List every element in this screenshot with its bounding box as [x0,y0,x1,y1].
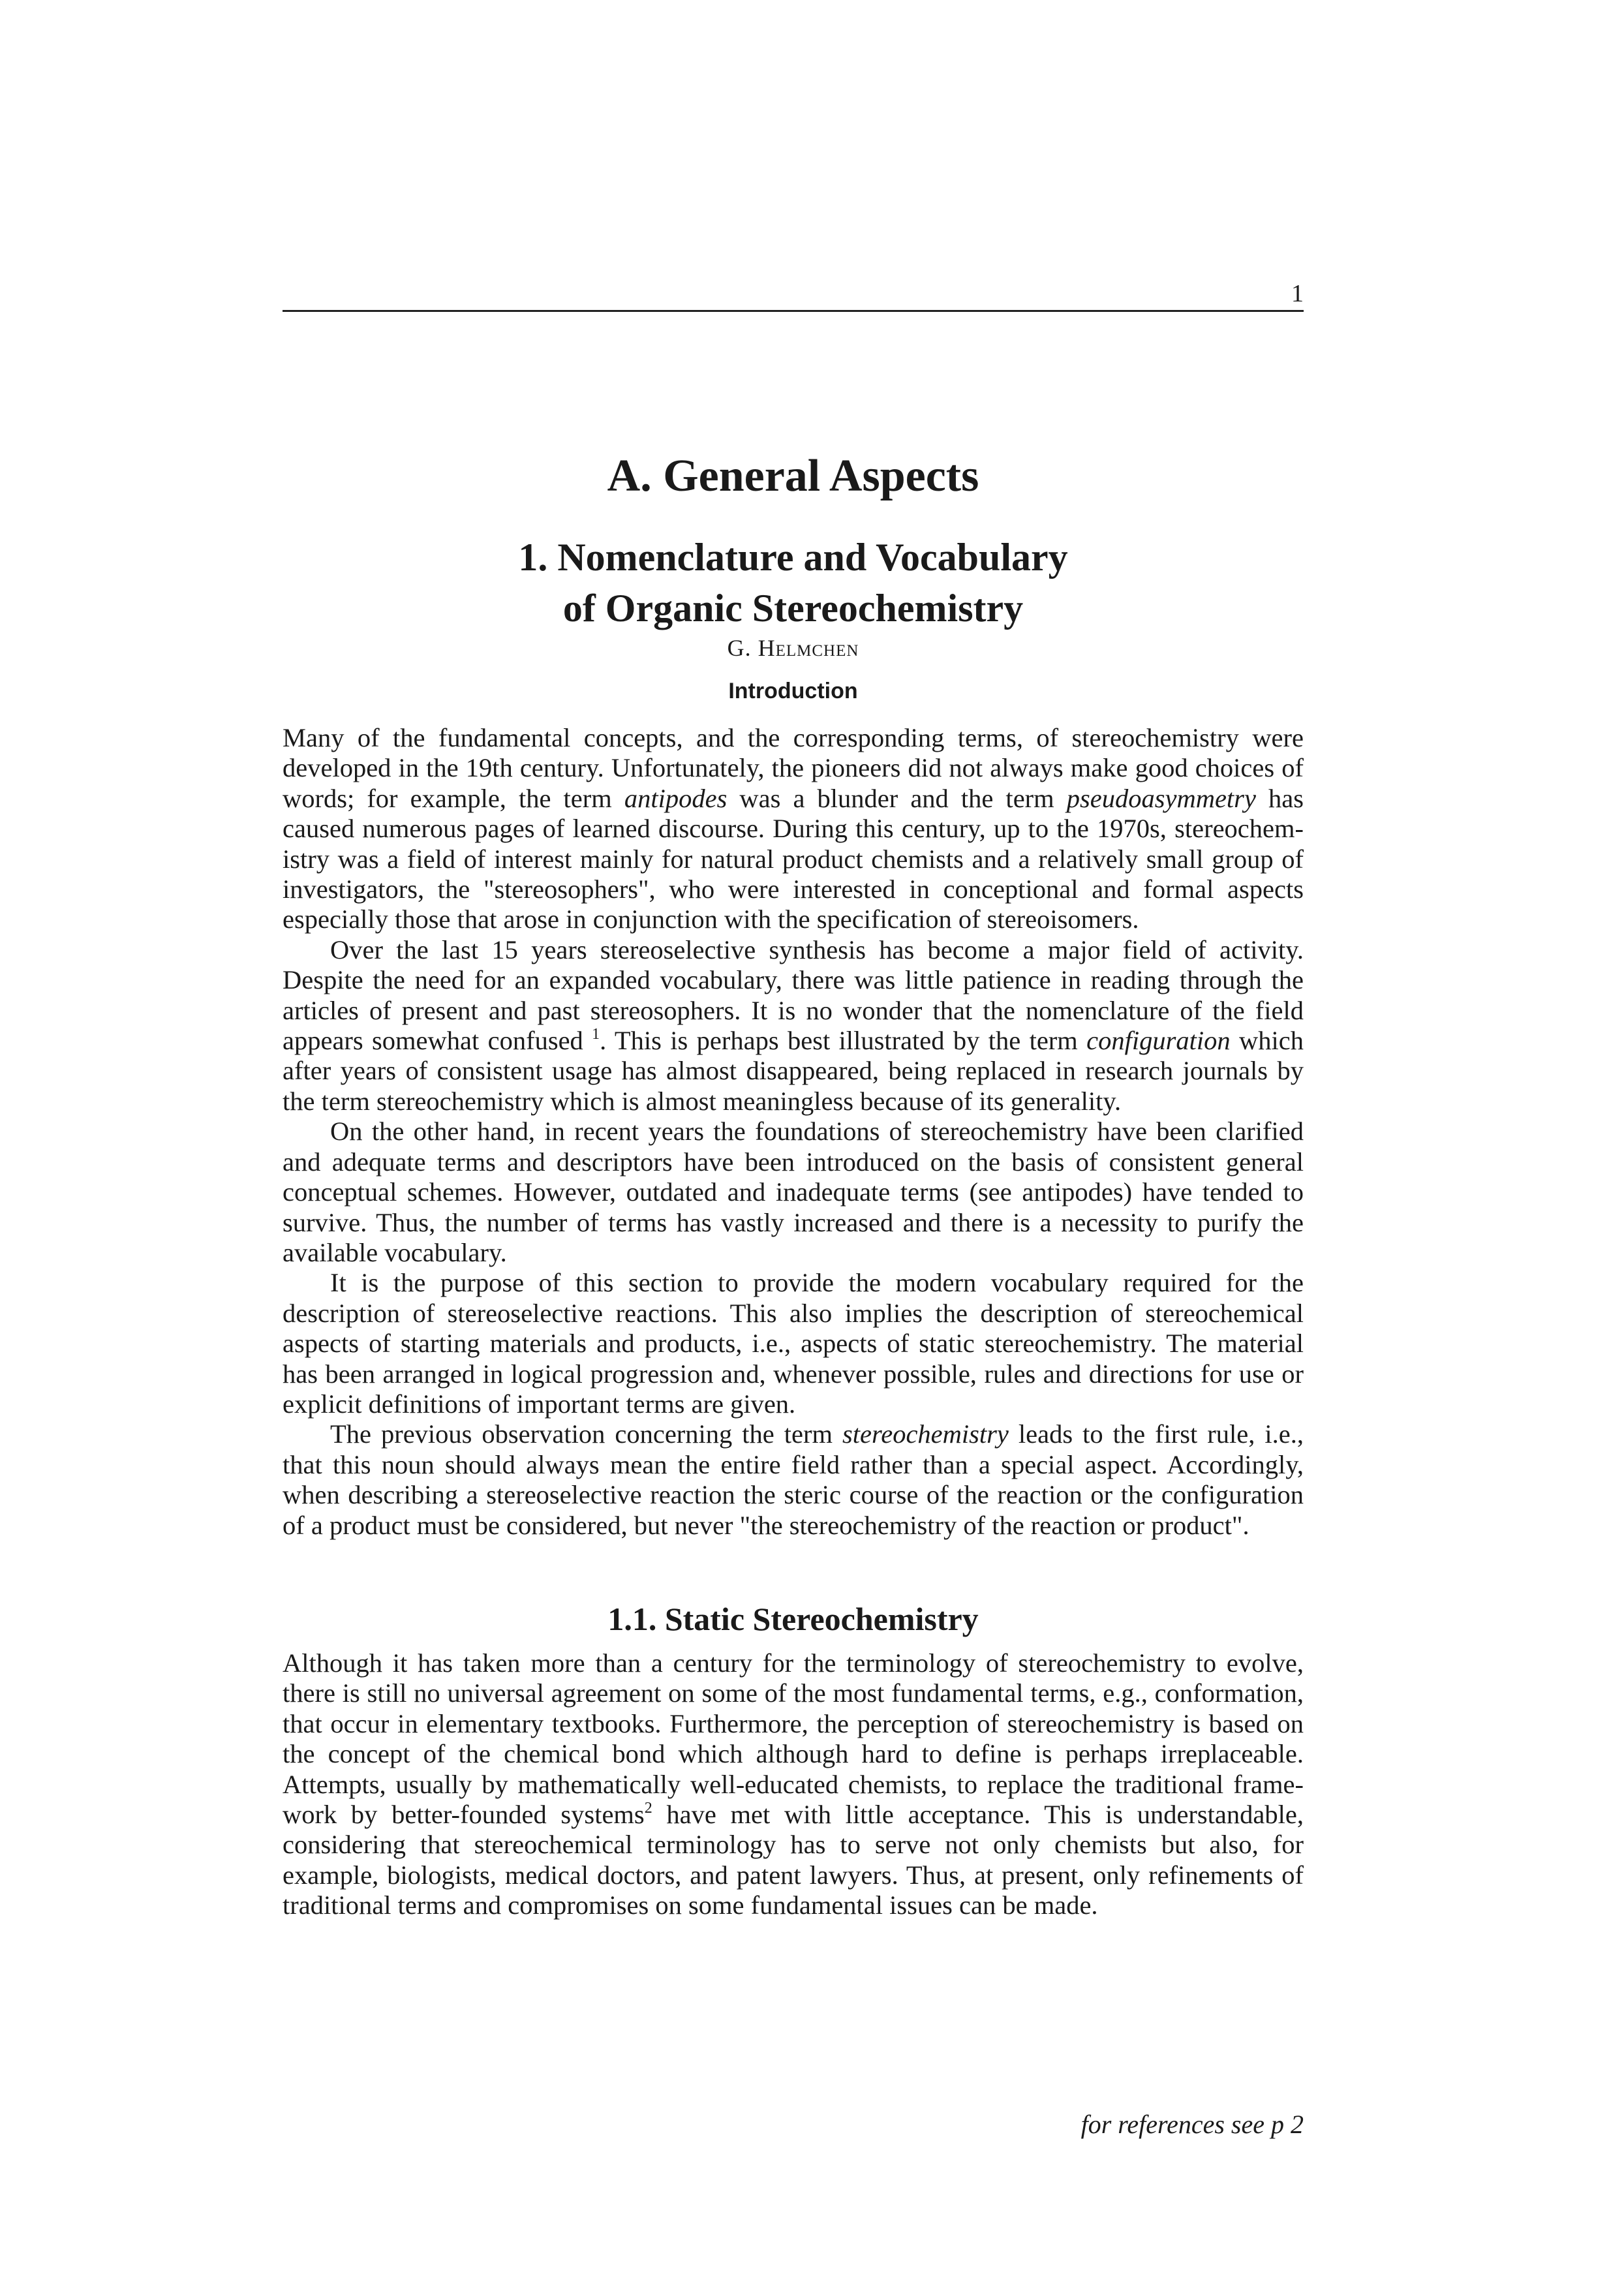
introduction-body [283,723,1304,1541]
term-pseudoasymmetry: pseudoasymmetry [1066,783,1256,813]
chapter-title-line1: 1. Nomenclature and Vocabulary [518,536,1068,579]
section-paragraph-1: Although it has taken more than a century for the terminology of stereochemistry to evolve, there is still no universal agreement on some of the most fundamental terms, e.g., conformation, that occur in elementary textbooks. Furthermore, the perception of stereochemistry is based on the concept of the chemical bond which although hard to define is perhaps irreplaceable. Attempts, usually by mathematically well-educated chemists, to replace the traditional framework by better-founded systems$^2$ have met with little acceptance. This is understandable, considering that stereochemical terminology has to serve not only chemists but also, for example, biologists, medical doctors, and patent lawyers. Thus, at present, only refinements of traditional terms and compromises on some fundamental issues can be made. [283,1648,1304,1920]
author-initial: G. [727,635,758,661]
author-surname: Helmchen [758,635,859,661]
reference-marker: 2 [644,1799,652,1817]
term-configuration: configuration [1086,1026,1231,1056]
chapter-title [283,532,1304,634]
section-title: 1.1. Static Stereochemistry [607,1601,979,1637]
term-stereochemistry: stereochemistry [842,1419,1009,1449]
intro-paragraph-2: Over the last 15 years stereoselective synthesis has become a major field of activity. Despite the need for an expanded vocabulary, there was little patience in reading through the articles of present and past stereosophers. It is no wonder that the nomenclature of the field appears somewhat confused $^1$. This is perhaps best illustrated by the term configuration which after years of consistent usage has almost disappeared, being replaced in research journals by the term stereochemistry which is almost meaningless because of its generality. [283,934,1304,1116]
header-rule [283,310,1304,312]
part-title: A. General Aspects [607,451,979,501]
chapter-title-line2: of Organic Stereochemistry [562,587,1024,630]
section-body [283,1648,1304,1921]
introduction-heading: Introduction [728,679,858,703]
term-antipodes: antipodes [624,783,728,813]
intro-paragraph-3: On the other hand, in recent years the foundations of stereochemistry have been clarified and adequate terms and descriptors have been introduced on the basis of consistent general conceptual schemes. However, outdated and inadequate terms (see antipodes) have tended to survive. Thus, the number of terms has vastly increased and there is a necessity to purify the available vocabulary. [283,1116,1304,1267]
reference-marker: 1 [592,1025,600,1043]
references-note: for references see p 2 [1080,2110,1304,2139]
page-number: 1 [1291,280,1304,307]
intro-paragraph-5: The previous observation concerning the term stereochemistry leads to the first rule, i.e., that this noun should always mean the entire field rather than a special aspect. Accordingly, when describing a stereoselective reaction the steric course of the reaction or the configuration of a product must be considered, but never "the stereochemistry of the reaction or product". [283,1419,1304,1540]
author [283,634,1304,662]
intro-paragraph-4: It is the purpose of this section to provide the modern vocabulary required for the description of stereoselective reactions. This also implies the description of stereochemical aspects of starting materials and products, i.e., aspects of static stereochemistry. The material has been arranged in logical progression and, whenever possible, rules and directions for use or explicit definitions of important terms are given. [283,1268,1304,1419]
intro-paragraph-1: Many of the fundamental concepts, and the corresponding terms, of stereochemistry were developed in the 19th century. Unfortunately, the pioneers did not always make good choices of words; for example, the term antipodes was a blunder and the term pseudoasymmetry has caused numerous pages of learned discourse. During this century, up to the 1970s, stereochemistry was a field of interest mainly for natural product chemists and a relatively small group of investigators, the "stereosophers", who were interested in conceptional and formal aspects especially those that arose in conjunction with the specification of stereoisomers. [283,723,1304,934]
